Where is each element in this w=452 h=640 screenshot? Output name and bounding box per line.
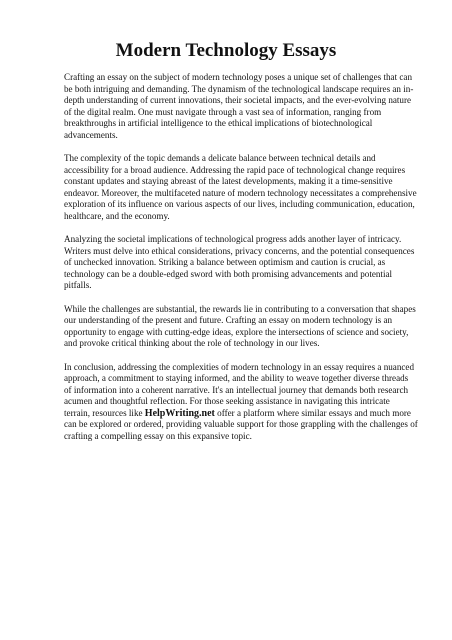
text-line: pitfalls. xyxy=(64,280,92,290)
text-line: of the digital realm. One must navigate through a vast sea of information, ranging from xyxy=(64,106,382,117)
text-line: constant updates and staying abreast of the latest developments, making it a time-sensitive xyxy=(64,176,393,186)
text-line: In conclusion, addressing the complexities of modern technology in an essay requires a nuanced xyxy=(64,361,415,372)
text-line: While the challenges are substantial, the rewards lie in contributing to a conversation that shapes xyxy=(64,303,416,314)
text-line: acumen and thoughtful reflection. For those seeking assistance in navigating this intricate xyxy=(64,396,390,406)
text-line: Analyzing the societal implications of technological progress adds another layer of intricacy. xyxy=(64,234,402,244)
text-line: endeavor. Moreover, the multifaceted nature of modern technology necessitates a comprehensive xyxy=(64,187,417,198)
text-line: crafting a compelling essay on this expansive topic. xyxy=(64,430,252,441)
link-line-after: offer a platform where similar essays and much more xyxy=(214,407,411,418)
text-line: healthcare, and the economy. xyxy=(64,210,170,221)
text-line: Crafting an essay on the subject of modern technology poses a unique set of challenges that can xyxy=(64,72,412,82)
helpwriting-link[interactable]: HelpWriting.net xyxy=(144,407,215,419)
paragraph-4 xyxy=(64,303,416,350)
text-line: approach, a commitment to staying informed, and the ability to weave together diverse threads xyxy=(64,373,409,383)
paragraph-5 xyxy=(64,361,418,443)
text-line: opportunity to engage with cutting-edge ideas, explore the intersections of science and society, xyxy=(64,326,409,337)
text-line: technology can be a double-edged sword with both promising advancements and potential xyxy=(64,268,393,279)
text-line: Writers must delve into ethical considerations, privacy concerns, and the potential consequences xyxy=(64,245,415,256)
text-line: of unchecked innovation. Striking a balance between optimism and caution is crucial, as xyxy=(64,257,386,267)
paragraph-1 xyxy=(64,72,414,141)
document-body xyxy=(64,72,418,454)
text-line: be both intriguing and demanding. The dynamism of the technological landscape requires an in- xyxy=(64,83,414,94)
text-line-with-link xyxy=(64,407,411,420)
text-line: exploration of its influence on various aspects of our lives, including communication, education, xyxy=(64,199,415,209)
link-line-before: terrain, resources like xyxy=(64,407,145,418)
document-title: Modern Technology Essays xyxy=(115,40,337,61)
text-line: advancements. xyxy=(64,129,118,140)
text-line: of information into a coherent narrative. It's an intellectual journey that demands both research xyxy=(64,384,409,395)
text-line: depth understanding of current innovations, their societal impacts, and the ever-evolving nature xyxy=(64,95,412,105)
text-line: and provoke critical thinking about the role of technology in our lives. xyxy=(64,338,320,348)
text-line: can be explored or ordered, providing valuable support for those grappling with the challenges of xyxy=(64,419,418,429)
text-line: our understanding of the present and future. Crafting an essay on modern technology is an xyxy=(64,315,393,325)
paragraph-2 xyxy=(64,153,417,222)
text-line: accessibility for a broad audience. Addressing the rapid pace of technological change requires xyxy=(64,164,406,175)
paragraph-3 xyxy=(64,234,415,292)
text-line: breakthroughs in artificial intelligence to the ethical implications of biotechnological xyxy=(64,118,373,128)
text-line: The complexity of the topic demands a delicate balance between technical details and xyxy=(64,153,376,163)
